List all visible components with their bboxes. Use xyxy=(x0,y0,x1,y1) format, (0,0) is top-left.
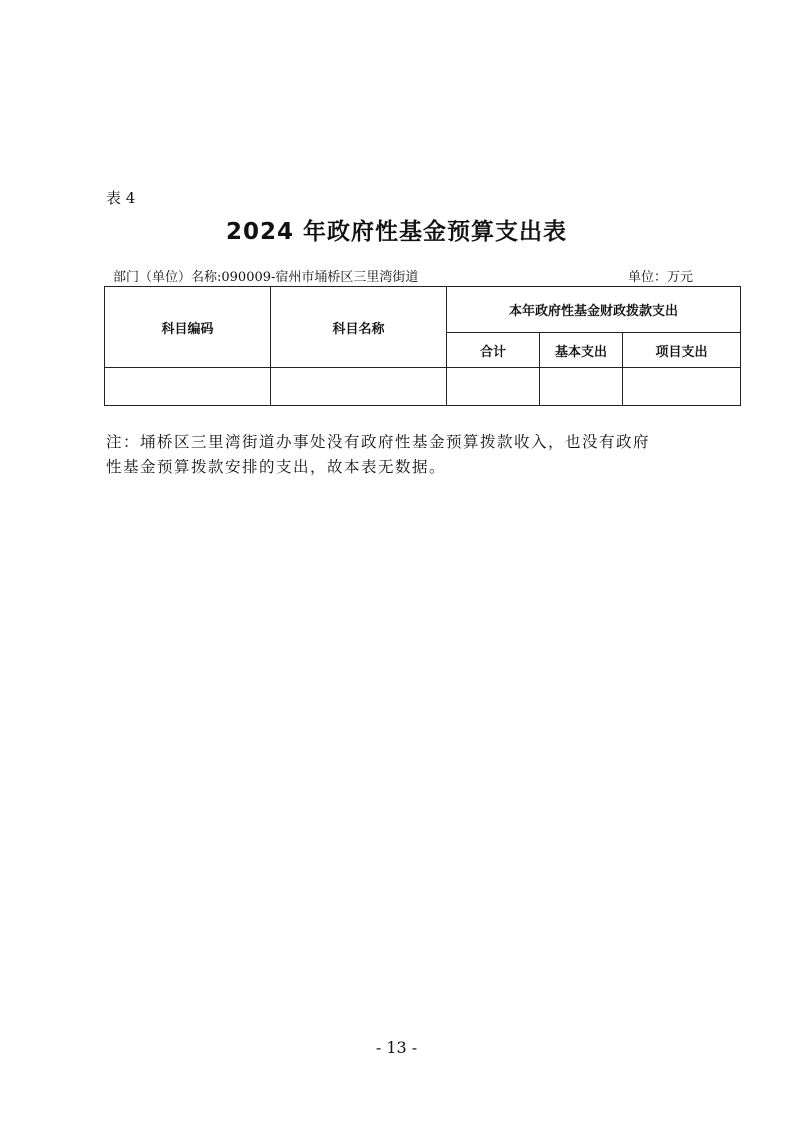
table-cell xyxy=(623,368,741,406)
table-cell xyxy=(540,368,623,406)
header-fund-expenditure: 本年政府性基金财政拨款支出 xyxy=(447,287,741,333)
page-number: - 13 - xyxy=(375,1038,418,1057)
header-total: 合计 xyxy=(447,333,540,368)
header-project-expenditure: 项目支出 xyxy=(623,333,741,368)
note xyxy=(106,430,706,480)
header-subject-code: 科目编码 xyxy=(105,287,271,368)
header-subject-name: 科目名称 xyxy=(271,287,447,368)
table-row xyxy=(105,368,741,406)
note-line: 注：埇桥区三里湾街道办事处没有政府性基金预算拨款收入，也没有政府 xyxy=(106,433,651,451)
unit-label: 单位：万元 xyxy=(628,270,694,285)
table-header-row xyxy=(105,287,741,333)
table-cell xyxy=(271,368,447,406)
table-cell xyxy=(105,368,271,406)
expenditure-table xyxy=(104,286,741,406)
header-basic-expenditure: 基本支出 xyxy=(540,333,623,368)
department-name: 部门（单位）名称:090009-宿州市埇桥区三里湾街道 xyxy=(113,270,419,285)
table-label: 表 4 xyxy=(106,189,136,207)
note-line: 性基金预算拨款安排的支出，故本表无数据。 xyxy=(106,458,447,476)
table-cell xyxy=(447,368,540,406)
page-title: 2024 年政府性基金预算支出表 xyxy=(225,219,568,245)
